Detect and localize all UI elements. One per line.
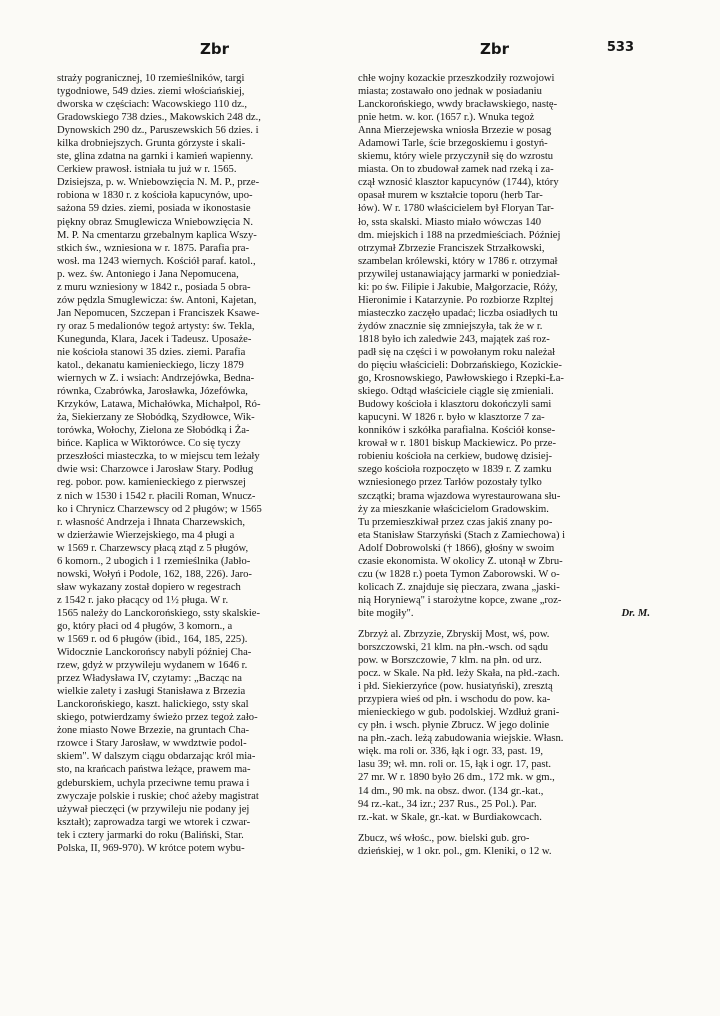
text-line: Zbucz, wś włośc., pow. bielski gub. gro- xyxy=(358,832,530,844)
text-line: Cerkiew prawosł. istniała tu już w r. 1565. xyxy=(57,164,237,176)
text-line: szego kościoła rozpoczęto w 1839 r. Z zamku xyxy=(358,464,552,476)
text-line: kształt); zaprowadza targi we wtorek i czwar- xyxy=(57,816,251,828)
text-line: miasta; zostawało ono jednak w posiadaniu xyxy=(358,86,542,98)
text-line: ży za mieszkanie właścicielom Gradowskim. xyxy=(358,503,549,515)
text-line: skiego, potwierdzamy świeżo przez tegoż zało- xyxy=(57,712,258,724)
right-column xyxy=(358,72,652,858)
text-line: przez Władysława IV, czytamy: „Bacząc na xyxy=(57,673,242,685)
text-line: skiemu, który wiele przyczynił się do wzrostu xyxy=(358,151,554,163)
text-line: dworska w częściach: Wacowskiego 110 dz., xyxy=(57,99,248,111)
text-line: bite mogiły". xyxy=(358,607,414,619)
text-line: ry oraz 5 medalionów tegoż artysty: św. Tekla, xyxy=(57,320,255,332)
text-line: p. wez. św. Antoniego i Jana Nepomucena, xyxy=(57,268,239,280)
text-line: skiego. Odtąd właściciele ciągle się zmieniali. xyxy=(358,386,554,398)
text-line: tygodniowe, 549 dzies. ziemi włościańskiej, xyxy=(57,86,245,98)
text-line: M. P. Na cmentarzu grzebalnym kaplica Wszy- xyxy=(57,229,257,241)
text-line: opasał murem w kształcie toporu (herb Tar- xyxy=(358,190,543,202)
text-line: padł się na części i w powołanym roku należał xyxy=(358,346,556,358)
text-line: 27 mr. W r. 1890 było 26 dm., 172 mk. w gm., xyxy=(358,772,555,784)
text-line: r. własność Andrzeja i Ihnata Charzewskich, xyxy=(57,516,245,528)
text-line: Adamowi Tarle, ście brzegoskiemu i gostyń- xyxy=(358,138,548,150)
page-number: 533 xyxy=(606,40,634,55)
text-line: Lanckorońskiego, wwdy bracławskiego, nastę- xyxy=(358,99,558,111)
text-line: Adolf Dobrowolski († 1866), głośny w swoim xyxy=(358,542,555,554)
text-line: więk. ma roli or. 336, łąk i ogr. 33, past. 19, xyxy=(358,746,544,758)
text-line: krował w r. 1801 biskup Mackiewicz. Po prze- xyxy=(358,438,556,450)
text-line: Hieronimie i Katarzynie. Po rozbiorze Rzpltej xyxy=(358,294,554,306)
text-line: 94 rz.-kat., 34 izr.; 237 Rus., 25 Pol.). Par. xyxy=(358,798,537,810)
text-line: rzew, gdyż w przywileju wydanem w 1646 r. xyxy=(57,660,248,672)
text-line: torówka, Wołochy, Zielona ze Słobódką i Ża- xyxy=(57,425,250,437)
left-column xyxy=(57,72,349,855)
text-line: na płn.-zach. leżą zabudowania wiejskie. Własn. xyxy=(358,733,564,745)
running-head-right: Zbr xyxy=(480,40,510,58)
text-line: z nich w 1530 i 1542 r. płacili Roman, Wnucz- xyxy=(57,490,256,502)
text-line: w dzierżawie Wierzejskiego, ma 4 pługi a xyxy=(57,529,235,541)
text-line: nią Horyniewą" i starożytne kopce, zwane „roz- xyxy=(358,594,562,606)
text-line: Widocznie Lanckorońscy nabyli później Cha- xyxy=(57,647,252,659)
text-line: borszczowski, 21 klm. na płn.-wsch. od sądu xyxy=(358,642,549,654)
text-line: ste, glina zdatna na garnki i kamień wapienny. xyxy=(57,151,254,163)
text-line: sażona 59 dzies. ziemi, posiada w ikonostasie xyxy=(57,203,251,215)
text-line: żone miasto Nowe Brzezie, na gruntach Cha- xyxy=(57,725,250,737)
text-line: zów pędzla Smuglewicza: św. Antoni, Kajetan, xyxy=(57,294,257,306)
text-line: 1818 było ich zaledwie 243, majątek zaś roz- xyxy=(358,333,550,345)
zbrzyz-entry xyxy=(358,628,652,824)
text-line: Jan Nepomucen, Szczepan i Franciszek Ksawe- xyxy=(57,307,260,319)
text-line: Budowy kościoła i klasztoru dokończyli sami xyxy=(358,399,552,411)
text-line: sto, na krańcach państwa leżące, prawem ma- xyxy=(57,764,251,776)
text-line: Krzyków, Latawa, Michałówka, Michałpol, Ró- xyxy=(57,399,261,411)
text-line: skiem". W dalszym ciągu obdarzając król mia- xyxy=(57,751,256,763)
text-line: przypiera wieś od płn. i wschodu do pow. ka- xyxy=(358,694,551,706)
text-line: Dynowskich 290 dz., Paruszewskich 56 dzies. i xyxy=(57,125,259,137)
text-line: wosł. ma 1243 wiernych. Kościół paraf. katol., xyxy=(57,255,256,267)
text-line: 1565 należy do Lanckorońskiego, ssty skalskie- xyxy=(57,607,261,619)
text-line: kolicach Z. znajduje się pieczara, zwana „jaski- xyxy=(358,581,560,593)
page-header xyxy=(0,40,720,66)
text-line: katol., dekanatu kamienieckiego, liczy 1879 xyxy=(57,360,244,372)
text-line: lasu 39; wł. mn. roli or. 15, łąk i ogr. 17, past. xyxy=(358,759,552,771)
text-line: piękny obraz Smuglewicza Wniebowzięcia N. xyxy=(57,216,254,228)
text-line: pow. w Borszczowie, 7 klm. na płn. od urz. xyxy=(358,655,542,667)
text-line: ło, ssta skalski. Miasto miało wówczas 140 xyxy=(358,216,542,228)
text-line: ża, Siekierzany ze Słobódką, Szydłowce, Wik- xyxy=(57,412,255,424)
text-line: sław wykazany został dopiero w regestrach xyxy=(57,581,241,593)
text-line: nie kościoła stanowi 35 dzies. ziemi. Parafia xyxy=(57,346,246,358)
text-line: miasteczko zaczęło upadać; liczba osiadłych tu xyxy=(358,307,558,319)
text-line: chłe wojny kozackie przeszkodziły rozwojowi xyxy=(358,73,555,84)
text-line: rzowce i Stary Jarosław, w wwdztwie podol- xyxy=(57,738,247,750)
text-line: pnie hetm. w. kor. (1657 r.). Wnuka tegoż xyxy=(358,112,535,124)
zbucz-entry xyxy=(358,832,652,858)
text-line: robiona w 1830 r. z kościoła kapucynów, upo- xyxy=(57,190,253,202)
author-signature: Dr. M. xyxy=(621,607,650,619)
text-line: Gradowskiego 738 dzies., Makowskich 248 dz., xyxy=(57,112,261,124)
text-line: mienieckiego w gub. podolskiej. Wzdłuż grani- xyxy=(358,707,560,719)
text-line: z muru wzniesiony w 1842 r., posiada 5 obra- xyxy=(57,281,251,293)
text-line: kilka drobniejszych. Grunta górzyste i skali- xyxy=(57,138,246,150)
text-line: go, Krosnowskiego, Pawłowskiego i Rzepki-Ła- xyxy=(358,373,564,385)
text-line: tek i cztery jarmarki do roku (Baliński, Star. xyxy=(57,829,244,841)
text-line: czasie ekonomista. W okolicy Z. utonął w Zbru- xyxy=(358,555,563,567)
text-line: do pięciu właścicieli: Dobrzańskiego, Kozickie- xyxy=(358,360,562,372)
text-line: ki: po św. Filipie i Jakubie, Małgorzacie, Róży, xyxy=(358,281,558,293)
text-line: dwie wsi: Charzowce i Jarosław Stary. Podług xyxy=(57,464,254,476)
text-line: Zbrzyż al. Zbrzyzie, Zbryskij Most, wś, pow. xyxy=(358,628,550,640)
text-line: czął wznosić klasztor kapucynów (1744), który xyxy=(358,177,559,189)
text-line: szambelan królewski, który w 1786 r. otrzymał xyxy=(358,255,558,267)
text-line: w 1569 r. Charzewscy płacą ztąd z 5 pługów, xyxy=(57,542,249,554)
text-line: pocz. w Skale. Na płd. leży Skała, na płd.-zach. xyxy=(358,668,560,680)
text-line: i płd. Siekierzyńce (pow. husiatyński), zresztą xyxy=(358,681,553,693)
text-line: Lanckorońskiego, kaszt. halickiego, ssty skal xyxy=(57,699,249,711)
text-line: otrzymał Zbrzezie Franciszek Strzałkowski, xyxy=(358,242,545,254)
text-line: żydów znacznie się zmniejszyła, tak że w r. xyxy=(358,320,543,332)
text-line: przeszłości miasteczka, to w miejscu tem leżały xyxy=(57,451,260,463)
text-line: nowski, Wołyń i Podole, 162, 188, 226). Jaro- xyxy=(57,568,252,580)
text-line: wielkie zalety i zasługi Stanisława z Brzezia xyxy=(57,686,246,698)
text-line: dzieńskiej, w 1 okr. pol., gm. Kleniki, o 12 w. xyxy=(358,845,552,857)
text-line: go, który płaci od 4 pługów, 3 komorn., a xyxy=(57,620,233,632)
text-line: eta Stanisław Starzyński (Stach z Zamiechowa) i xyxy=(358,529,566,541)
text-line: równka, Czabrówka, Jarosławka, Józefówka, xyxy=(57,386,248,398)
text-line: straży pogranicznej, 10 rzemieślników, targi xyxy=(57,73,245,84)
text-line: Anna Mierzejewska wniosła Brzezie w posag xyxy=(358,125,552,137)
text-line: Polska, II, 969-970). W krótce potem wybu- xyxy=(57,842,245,854)
text-line: cy płn. i wsch. płynie Zbrucz. W jego dolinie xyxy=(358,720,550,732)
running-head-left: Zbr xyxy=(200,40,230,58)
text-line: konników i szkółka parafialna. Kościół konse- xyxy=(358,425,556,437)
text-line: robieniu kościoła na cerkiew, budowę dzisiej- xyxy=(358,451,553,463)
text-line: reg. pobor. pow. kamienieckiego z pierwszej xyxy=(57,477,246,489)
text-line: ko i Chrynicz Charzewscy od 2 pługów; w 1565 xyxy=(57,503,262,515)
text-line: łów). W r. 1780 właścicielem był Floryan Tar- xyxy=(358,203,554,215)
text-line: czu (w 1828 r.) poeta Tymon Zaborowski. W o- xyxy=(358,568,560,580)
zbrzezie-entry-continuation xyxy=(358,72,652,620)
text-line: 14 dm., 90 mk. na obsz. dwor. (134 gr.-kat., xyxy=(358,785,544,797)
text-line: bińce. Kaplica w Wiktorówce. Co się tyczy xyxy=(57,438,241,450)
text-line: zwyczaje polskie i ruskie; choć ażeby magistrat xyxy=(57,790,259,802)
text-line: używał pieczęci (w przywileju nie podany jej xyxy=(57,803,250,815)
text-line: dm. miejskich i 188 na przedmieściach. Później xyxy=(358,229,561,241)
text-line: wzniesionego przez Tarłów pozostały tylko xyxy=(358,477,542,489)
text-line: Tu przemieszkiwał przez czas jakiś znany po- xyxy=(358,516,553,528)
text-line: przywilej ustanawiający jarmarki w poniedział- xyxy=(358,268,560,280)
text-line: szczątki; brama wjazdowa wyrestaurowana słu- xyxy=(358,490,561,502)
text-line: w 1569 r. od 6 pługów (ibid., 164, 185, 225). xyxy=(57,634,248,646)
text-line: Kunegunda, Klara, Jacek i Tadeusz. Uposaże- xyxy=(57,333,252,345)
text-line: Dzisiejsza, p. w. Wniebowzięcia N. M. P., prze- xyxy=(57,177,260,189)
text-line: wiernych w Z. i wsiach: Andrzejówka, Bedna- xyxy=(57,373,255,385)
text-line: z 1542 r. jako płacący od 1½ pługa. W r. xyxy=(57,594,229,606)
text-line: rz.-kat. w Skale, gr.-kat. w Burdiakowcach. xyxy=(358,811,542,823)
text-line: kapucyni. W 1826 r. było w klasztorze 7 za- xyxy=(358,412,545,424)
text-line: gdeburskiem, uchyla przeciwne temu prawa i xyxy=(57,777,250,789)
text-line: 6 komorn., 2 ubogich i 1 rzemieślnika (Jabło- xyxy=(57,555,251,567)
text-line: stkich św., wzniesiona w r. 1875. Parafia pra- xyxy=(57,242,250,254)
text-line: miasta. On to zbudował zamek nad rzeką i za- xyxy=(358,164,554,176)
